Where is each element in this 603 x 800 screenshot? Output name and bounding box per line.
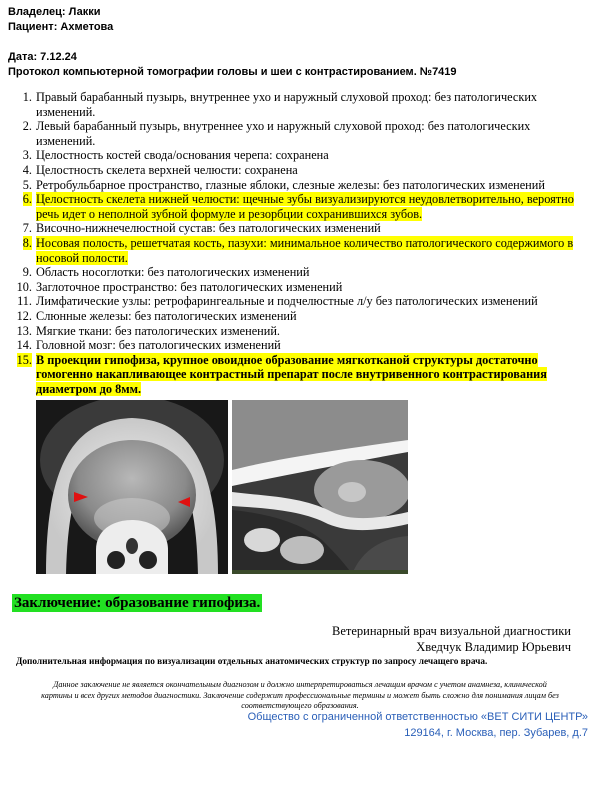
- ct-sagittal-graphic: [232, 400, 408, 574]
- finding-item-highlighted: 8. Носовая полость, решетчатая кость, пазухи: минимальное количество патологического содержимого в носовой полости.: [22, 235, 574, 265]
- doctor-title: Ветеринарный врач визуальной диагностики: [332, 624, 571, 638]
- conclusion-text: Заключение: образование гипофиза.: [14, 595, 261, 611]
- finding-item: 3. Целостность костей свода/основания черепа: сохранена: [22, 148, 329, 163]
- finding-item: 14. Головной мозг: без патологических изменений: [16, 338, 281, 353]
- protocol-title: Протокол компьютерной томографии головы и шеи с контрастированием. №7419: [8, 66, 457, 78]
- ct-image-sagittal: [232, 400, 408, 574]
- organization-name: Общество с ограниченной ответственностью «ВЕТ СИТИ ЦЕНТР»: [247, 711, 588, 723]
- finding-item: 7. Височно-нижнечелюстной сустав: без патологических изменений: [22, 221, 381, 236]
- findings-list: [8, 90, 580, 396]
- finding-item: 10. Заглоточное пространство: без патологических изменений: [16, 279, 343, 294]
- finding-item-highlighted: 6. Целостность скелета нижней челюсти: щечные зубы визуализируются неудовлетворительно, вероятно речь идет о неполной зубной формуле и резорбции сохранившихся зубов.: [22, 192, 574, 221]
- finding-item: 5. Ретробульбарное пространство, глазные яблоки, слезные железы: без патологических изменений: [22, 177, 545, 192]
- owner-line: Владелец: Лакки: [8, 6, 101, 18]
- doctor-name: Хведчук Владимир Юрьевич: [416, 640, 571, 654]
- ct-coronal-graphic: [36, 400, 228, 574]
- organization-address: 129164, г. Москва, пер. Зубарев, д.7: [404, 727, 588, 739]
- finding-item: 11. Лимфатические узлы: ретрофарингеальные и подчелюстные л/у без патологических изменений: [17, 294, 538, 309]
- finding-item: 12. Слюнные железы: без патологических изменений: [16, 308, 297, 323]
- finding-item: 2. Левый барабанный пузырь, внутреннее ухо и наружный слуховой проход: без патологических изменений.: [22, 119, 531, 148]
- ct-image-coronal: [36, 400, 228, 574]
- finding-item: 1. Правый барабанный пузырь, внутреннее ухо и наружный слуховой проход: без патологических изменений.: [22, 90, 538, 119]
- patient-line: Пациент: Ахметова: [8, 21, 114, 33]
- finding-item: 13. Мягкие ткани: без патологических изменений.: [16, 323, 280, 338]
- disclaimer-text: Данное заключение не является окончательным диагнозом и должно интерпретироваться лечащим врачом с учетом анамнеза, клинической картины и всех других методов диагностики. Заключение содержит профессиональные термины и может быть сложно для понимания лицам без соответствующего образования.: [41, 680, 559, 710]
- date-line: Дата: 7.12.24: [8, 51, 77, 63]
- finding-item: 4. Целостность скелета верхней челюсти: сохранена: [22, 162, 298, 177]
- finding-item: 9. Область носоглотки: без патологических изменений: [22, 265, 310, 280]
- additional-info: Дополнительная информация по визуализации отдельных анатомических структур по запросу лечащего врача.: [16, 657, 488, 667]
- finding-item-highlighted: 15. В проекции гипофиза, крупное овоидное образование мягкотканой структуры достаточно гомогенно накапливающее контрастный препарат после внутривенного контрастирования диаметром до 8мм.: [16, 352, 547, 396]
